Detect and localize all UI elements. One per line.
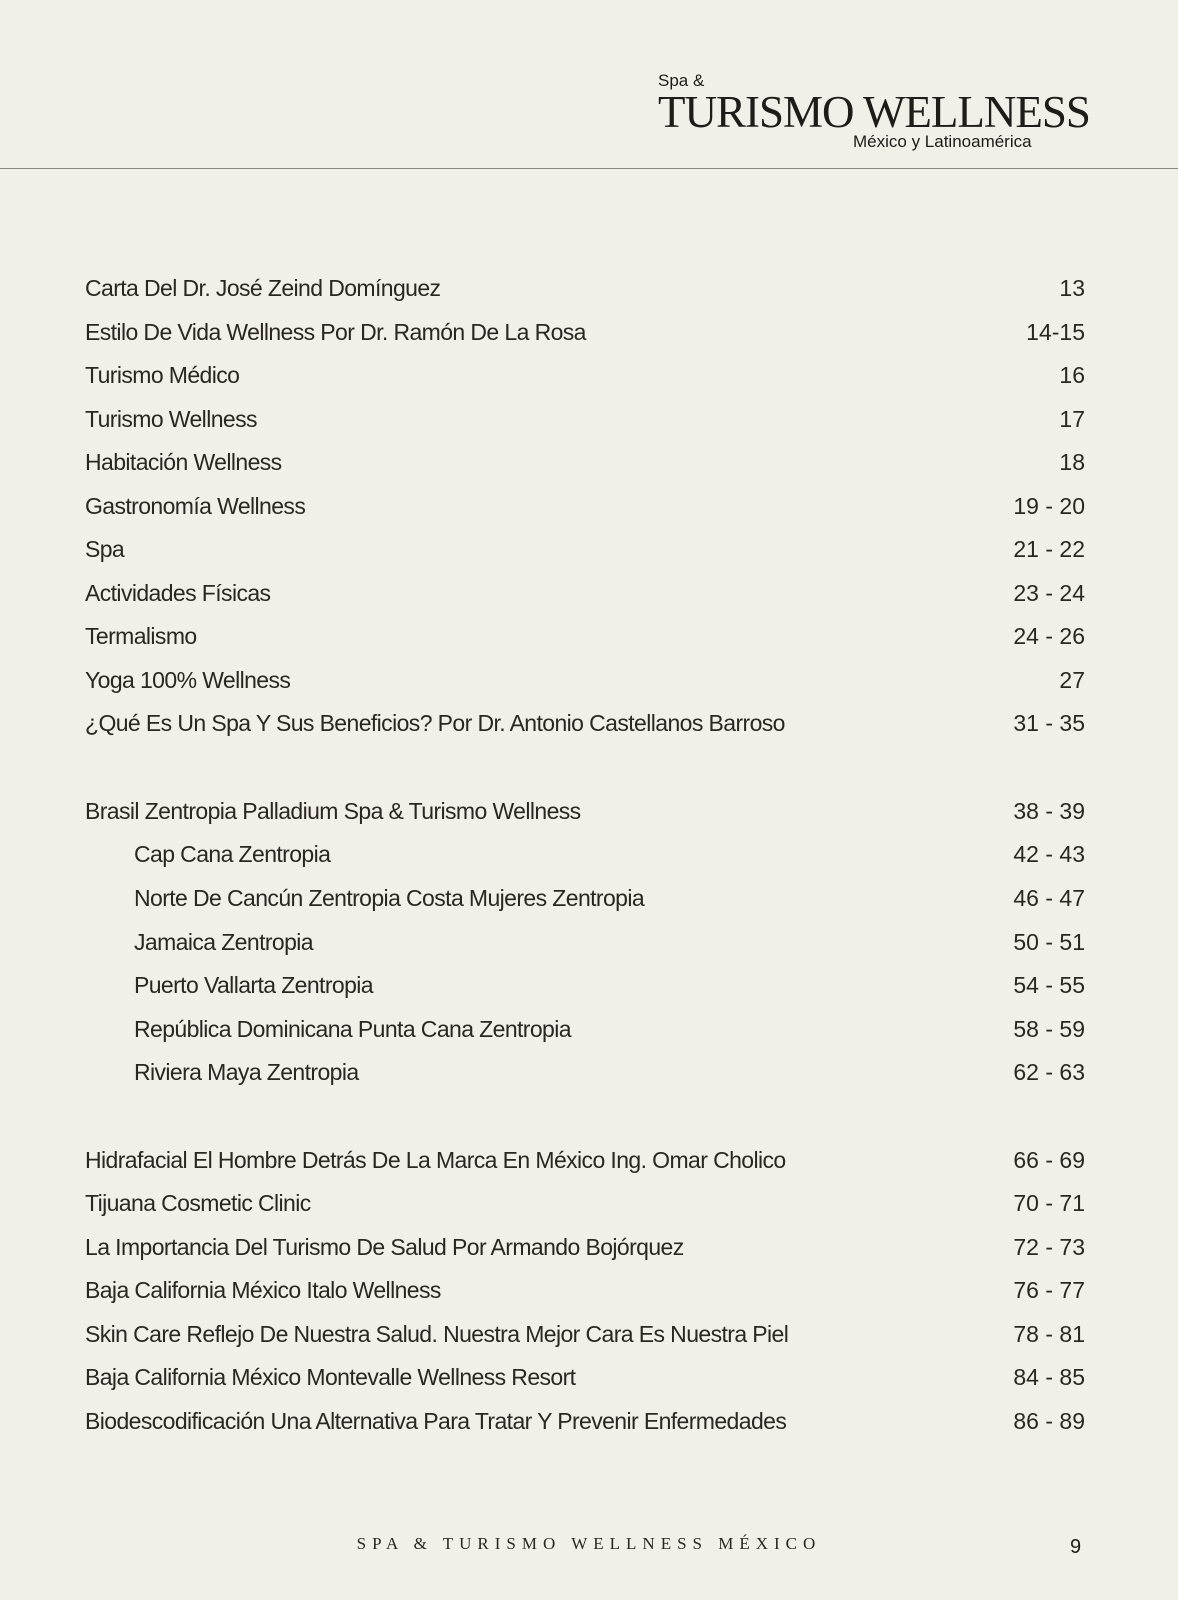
- toc-entry-pages: 18: [1059, 449, 1085, 475]
- toc-entry[interactable]: [85, 271, 1085, 305]
- toc-entry-pages: 58 - 59: [1013, 1016, 1085, 1042]
- toc-entry-title: Biodescodificación Una Alternativa Para Tratar Y Prevenir Enfermedades: [85, 1408, 787, 1434]
- toc-entry-pages: 17: [1059, 406, 1085, 432]
- toc-entry-pages: 84 - 85: [1013, 1364, 1085, 1390]
- toc-entry-title: Habitación Wellness: [85, 449, 282, 475]
- toc-entry-title: Jamaica Zentropia: [134, 929, 313, 955]
- toc-entry[interactable]: [85, 489, 1085, 523]
- toc-entry-title: Riviera Maya Zentropia: [134, 1059, 359, 1085]
- logo-subtitle: México y Latinoamérica: [853, 132, 1032, 151]
- toc-entry-title: Spa: [85, 536, 125, 562]
- toc-entry-title: Carta Del Dr. José Zeind Domínguez: [85, 275, 441, 301]
- toc-entry[interactable]: [85, 1360, 1085, 1394]
- toc-entry-title: Skin Care Reflejo De Nuestra Salud. Nuestra Mejor Cara Es Nuestra Piel: [85, 1321, 789, 1347]
- toc-entry-pages: 46 - 47: [1013, 885, 1085, 911]
- toc-entry-pages: 14-15: [1026, 319, 1085, 345]
- toc-entry[interactable]: [85, 445, 1085, 479]
- toc-entry-pages: 31 - 35: [1013, 710, 1085, 736]
- header-divider: [0, 168, 1178, 169]
- toc-entry-pages: 42 - 43: [1013, 841, 1085, 867]
- toc-entry-title: Puerto Vallarta Zentropia: [134, 972, 373, 998]
- toc-entry[interactable]: [85, 1230, 1085, 1264]
- toc-entry[interactable]: [85, 619, 1085, 653]
- toc-entry[interactable]: [85, 532, 1085, 566]
- toc-entry-title: Termalismo: [85, 623, 197, 649]
- toc-entry-title: Estilo De Vida Wellness Por Dr. Ramón De La Rosa: [85, 319, 586, 345]
- toc-entry[interactable]: [85, 358, 1085, 392]
- magazine-logo: [658, 68, 1090, 156]
- toc-entry-pages: 54 - 55: [1013, 972, 1085, 998]
- toc-subentry[interactable]: [85, 1012, 1085, 1046]
- toc-entry[interactable]: [85, 1143, 1085, 1177]
- logo-title: TURISMO WELLNESS: [658, 87, 1090, 137]
- toc-entry-pages: 16: [1059, 362, 1085, 388]
- footer-magazine-name: SPA & TURISMO WELLNESS MÉXICO: [356, 1534, 822, 1553]
- toc-entry-title: Gastronomía Wellness: [85, 493, 306, 519]
- logo-spa-text: Spa &: [658, 71, 705, 90]
- toc-entry-title: Turismo Médico: [85, 362, 240, 388]
- toc-entry-pages: 23 - 24: [1013, 580, 1085, 606]
- toc-entry-pages: 38 - 39: [1013, 798, 1085, 824]
- toc-entry[interactable]: [85, 706, 1085, 740]
- toc-entry-title: Actividades Físicas: [85, 580, 271, 606]
- toc-entry-pages: 27: [1059, 667, 1085, 693]
- toc-entry-title: República Dominicana Punta Cana Zentropia: [134, 1016, 571, 1042]
- toc-entry-pages: 19 - 20: [1013, 493, 1085, 519]
- toc-subentry[interactable]: [85, 881, 1085, 915]
- toc-entry-pages: 24 - 26: [1013, 623, 1085, 649]
- toc-entry-title: Hidrafacial El Hombre Detrás De La Marca En México Ing. Omar Cholico: [85, 1147, 786, 1173]
- toc-entry-title: Baja California México Montevalle Wellness Resort: [85, 1364, 576, 1390]
- toc-subentry[interactable]: [85, 837, 1085, 871]
- toc-entry-pages: 50 - 51: [1013, 929, 1085, 955]
- toc-entry-title: Brasil Zentropia Palladium Spa & Turismo Wellness: [85, 798, 581, 824]
- toc-entry-title: Tijuana Cosmetic Clinic: [85, 1190, 311, 1216]
- toc-entry-pages: 13: [1059, 275, 1085, 301]
- toc-entry-pages: 62 - 63: [1013, 1059, 1085, 1085]
- toc-entry-title: Yoga 100% Wellness: [85, 667, 291, 693]
- toc-entry[interactable]: [85, 1317, 1085, 1351]
- toc-entry-pages: 86 - 89: [1013, 1408, 1085, 1434]
- toc-entry[interactable]: [85, 1273, 1085, 1307]
- toc-subentry[interactable]: [85, 968, 1085, 1002]
- toc-entry-title: Norte De Cancún Zentropia Costa Mujeres Zentropia: [134, 885, 645, 911]
- toc-entry[interactable]: [85, 402, 1085, 436]
- toc-entry-pages: 66 - 69: [1013, 1147, 1085, 1173]
- toc-entry-pages: 78 - 81: [1013, 1321, 1085, 1347]
- toc-entry-title: Turismo Wellness: [85, 406, 257, 432]
- toc-entry-title: Baja California México Italo Wellness: [85, 1277, 441, 1303]
- page-number: 9: [1070, 1536, 1082, 1558]
- toc-subentry[interactable]: [85, 1055, 1085, 1089]
- toc-entry[interactable]: [85, 576, 1085, 610]
- toc-entry-title: La Importancia Del Turismo De Salud Por Armando Bojórquez: [85, 1234, 684, 1260]
- toc-entry-title: ¿Qué Es Un Spa Y Sus Beneficios? Por Dr. Antonio Castellanos Barroso: [85, 710, 785, 736]
- toc-entry-pages: 21 - 22: [1013, 536, 1085, 562]
- toc-entry[interactable]: [85, 1186, 1085, 1220]
- toc-subentry[interactable]: [85, 925, 1085, 959]
- toc-entry[interactable]: [85, 794, 1085, 828]
- toc-entry[interactable]: [85, 663, 1085, 697]
- toc-entry-pages: 70 - 71: [1013, 1190, 1085, 1216]
- toc-entry[interactable]: [85, 1404, 1085, 1438]
- toc-entry-pages: 76 - 77: [1013, 1277, 1085, 1303]
- toc-entry-pages: 72 - 73: [1013, 1234, 1085, 1260]
- toc-entry-title: Cap Cana Zentropia: [134, 841, 331, 867]
- toc-entry[interactable]: [85, 315, 1085, 349]
